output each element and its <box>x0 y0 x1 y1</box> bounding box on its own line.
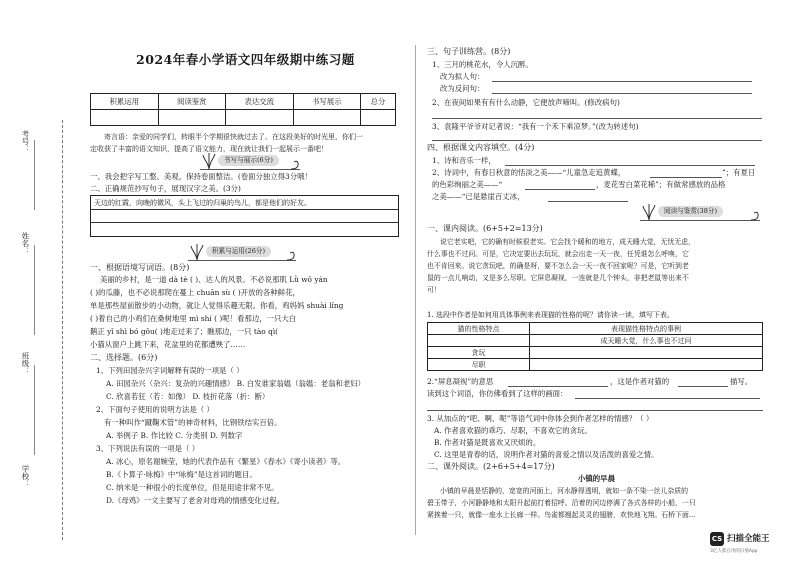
answer-line[interactable] <box>492 93 752 94</box>
sentence-3: 3、袁隆平爷爷对记者说：“我有一个禾下乘凉梦。”(改为转述句) <box>432 122 639 131</box>
scanner-slogan: 3亿人都在用的扫描App <box>710 549 758 554</box>
score-table <box>90 93 396 126</box>
task-2-c: 描写。 <box>730 377 753 386</box>
task-1: 1. 选段中作者是如何用具体事例来表现猫的性格的呢？请你读一读，填写下表。 <box>427 311 674 319</box>
answer-line[interactable] <box>678 386 728 387</box>
task-2-a: 2.“屏息凝视”的意思 <box>427 377 494 386</box>
accum-p4: ( )着自己的小鸡们在桑树地里 mì shí ( )呢！看那边，一只大白 <box>90 314 297 323</box>
cat-table-header: 表现猫性格特点的事例 <box>530 323 763 335</box>
accum-p6: 小猫从窗户上跳下来，花盆里的花都遭殃了…… <box>90 340 246 349</box>
score-header-5: 总分 <box>361 94 396 110</box>
column-divider <box>415 45 416 535</box>
banner-label: 积累与运用(26分) <box>206 246 271 257</box>
story-line: 小镇的早晨是恬静的，宽宽的河面上，河水静得透明，就如一条不染一丝儿杂质的 <box>440 487 689 495</box>
fill-2a: 2、诗词中，有春日秋意的恬淡之美——“儿童急走追黄蝶， <box>432 168 626 177</box>
task-2-d: 读到这个词语，你仿佛看到了这样的画面： <box>427 389 568 398</box>
writing-q2: 二、正确规范抄写句子，展现汉字之美。(3分) <box>90 184 241 193</box>
cat-table-header: 猫的性格特点 <box>428 323 530 335</box>
score-cell[interactable] <box>226 110 294 126</box>
answer-line[interactable] <box>427 410 763 411</box>
leaf-icon <box>642 203 656 220</box>
banner-label: 书写与展示(6分) <box>218 155 279 166</box>
sentence-1-a: 改为拟人句： <box>440 72 485 81</box>
accum-p2: ( )的瓜藤，也不必说那爬在蔓上 chuān sù ( )开放的各种鲜花， <box>90 288 300 297</box>
banner-writing <box>200 152 300 170</box>
answer-line[interactable] <box>492 81 752 82</box>
answer-line[interactable] <box>432 140 762 141</box>
choice-3-c: C. 纳米是一种很小的长度单位，但是用途非常不见。 <box>106 483 279 492</box>
accum-p1: 美丽的乡村，是一道 dà tè ( )、达人的风景。不必说那肌 Lǜ wǒ yán <box>100 275 328 284</box>
curl-icon <box>750 211 760 221</box>
answer-line[interactable] <box>432 118 762 119</box>
sentence-2: 2、在夜间如果有有什么动静，它便放声啼叫。(修改病句) <box>432 98 620 107</box>
choice-2-options: A. 举例子 B. 作比较 C. 分类别 D. 列数字 <box>106 431 243 440</box>
score-cell[interactable] <box>293 110 361 126</box>
choice-1-ab: A. 田园杂兴（杂兴：复杂的兴趣情感） B. 白发谁家翁媪（翁媪：老翁和老妇） <box>106 379 366 388</box>
xingming-label: 姓名： <box>21 232 30 255</box>
name-line <box>34 140 35 210</box>
score-cell[interactable] <box>158 110 226 126</box>
story-line: 紧挨着一只，就像一座水上长廊一样。鸟雀都翘起灵灵的翅膀，欢快地飞翔。石桥下面... <box>427 511 696 519</box>
section-4-title: 四、根据课文内容填空。(4分) <box>427 143 535 152</box>
page-title: 2024年春小学语文四年级期中练习题 <box>136 52 355 67</box>
sentence-1: 1、三月的桃花水，令人沉醉。 <box>432 60 533 69</box>
passage-line: 也不肯回来。说它贪玩吧，的确是呀，要不怎么会一天一夜不回家呢？可是，它听到老 <box>427 262 689 270</box>
accum-p5: 鹅正 yǐ shì bó gǒu( )地走过来了；瞧那边，一只 tào qì( <box>90 327 279 336</box>
binding-line <box>62 120 63 540</box>
task-3-c: C. 这里是青春的话，说明作者对猫的喜爱之情以及活泼的喜爱之情。 <box>434 450 659 459</box>
section-3-title: 三、句子训练营。(8分) <box>427 47 511 56</box>
copy-sentence: 天边的红霞，向晚的微风，头上飞过的归巢的鸟儿，都是他们的好友。 <box>94 199 311 207</box>
score-cell[interactable] <box>91 110 159 126</box>
banner-reading <box>640 203 760 221</box>
answer-line[interactable] <box>548 201 628 202</box>
fill-1: 1、诗和音乐一样， <box>432 156 496 165</box>
accum-q1: 一、根据语境写词语。(8分) <box>90 263 190 272</box>
answer-line[interactable] <box>508 386 608 387</box>
choice-2-sentence: 有一种叫作“蹴鞠术管”的神奇材料，比钢铁结实百倍。 <box>104 418 282 427</box>
task-2-b: ，这是作者对猫的 <box>610 377 670 386</box>
fill-2e: 之美——“已是悬崖百丈冰， <box>432 192 525 201</box>
score-header-1: 积累运用 <box>91 94 159 110</box>
leaf-icon <box>190 243 204 260</box>
cat-table-cell: 贪玩 <box>428 347 530 359</box>
cat-table-cell[interactable] <box>428 335 530 347</box>
choice-3-a: A. 冰心，原名谢婉莹，她的代表作品有《繁星》《春水》《寄小读者》等。 <box>106 457 346 466</box>
scanner-logo-icon: CS <box>710 532 724 546</box>
writing-q1: 一、我会把字写工整、美观，保持卷面整洁。(卷面分独立得3分哦！ <box>90 172 312 181</box>
xuexiao-label: 学校： <box>21 465 30 488</box>
choice-1-cd: C. 欣喜若狂（若：如像） D. 枝折花落（折：断） <box>106 392 270 401</box>
score-header-3: 表达交流 <box>226 94 294 110</box>
passage-line: 什么事也不过问。可是，它决定要出去玩玩，就会出走一天一夜，任凭谁怎么呼唤，它 <box>427 250 689 258</box>
fill-2c: 的色彩绚丽之美——“ <box>432 180 503 189</box>
answer-line[interactable] <box>650 177 722 178</box>
class-line <box>34 245 35 335</box>
task-3: 3. 从加点的“吧、啊、呢”等语气词中你体会到作者怎样的情感？（ ） <box>427 414 654 423</box>
story-line: 碧玉带子，小河静静地和太阳升起前打着招呼。沿着的河边停满了各式各样的小船，一只 <box>427 499 696 507</box>
curl-icon <box>286 251 296 261</box>
cat-table-cell: 成天睡大觉，什么事也不过问 <box>530 335 763 347</box>
score-header-4: 书写展示 <box>293 94 361 110</box>
cat-table-cell: 尽职 <box>428 359 530 371</box>
choice-1: 1、下列田园杂兴字词解释有误的一项是（ ） <box>96 366 244 375</box>
cat-table-cell[interactable] <box>530 359 763 371</box>
cat-table-cell[interactable] <box>530 347 763 359</box>
school-line <box>34 365 35 455</box>
kaohao-label: 考号： <box>21 130 30 153</box>
answer-line[interactable] <box>575 398 760 399</box>
fill-2d: ，麦花雪白菜花稀”；有做常感放的品格 <box>596 180 726 189</box>
banji-label: 班级： <box>21 352 30 375</box>
intro-line-2: 定收获了丰富的语文知识，提高了语文能力，现在就让我们一起展示一番吧！ <box>90 145 328 153</box>
choice-3: 3、下列说法有误的一项是（ ） <box>96 444 200 453</box>
choice-3-b: B.《卜算子·咏梅》中“咏梅”是这首词的题目。 <box>106 470 257 479</box>
curl-icon <box>290 160 300 170</box>
score-header-2: 阅读鉴赏 <box>158 94 226 110</box>
fill-2b: ”；有夏日 <box>722 168 756 177</box>
banner-label: 阅读与鉴赏(38分) <box>658 206 723 217</box>
answer-line[interactable] <box>505 165 755 166</box>
passage-line: 可！ <box>427 286 441 294</box>
cat-table <box>427 322 763 371</box>
choice-3-d: D.《母鸡》一文主要写了老舍对母鸡的情感变化过程。 <box>106 496 284 505</box>
choice-2: 2、下面句子使用的说明方法是（ ） <box>96 405 214 414</box>
accum-q2: 二、选择题。(6分) <box>90 353 158 362</box>
accum-p3: 单是那些屋前散步的小动物，就让人觉得乐趣无限。你看，鸡妈妈 shuài lǐng <box>90 301 344 310</box>
reading-1-title: 一、课内阅读。(6+5+2=13分) <box>427 224 543 233</box>
copy-box <box>90 195 399 237</box>
story-title: 小镇的早晨 <box>578 474 615 483</box>
intro-line-1: 寄言语：亲爱的同学们，转眼半个学期很快就过去了。在这段美好的时光里，你们一 <box>104 133 363 141</box>
banner-accum <box>188 243 296 261</box>
task-3-a: A. 作者喜欢猫的乖巧、尽职，不喜欢它的贪玩。 <box>434 426 592 435</box>
answer-line[interactable] <box>525 189 595 190</box>
passage-line: 鼠的一点儿响动，又是多么尽职。它屏息凝视，一连就是几个钟头，非把老鼠等出来不 <box>427 274 689 282</box>
copy-line <box>91 222 398 223</box>
task-3-b: B. 作者对猫是既喜欢又厌烦的。 <box>434 438 541 447</box>
passage-line: 说它老实吧，它的确有时候很老实。它会找个暖和的地方，成天睡大觉，无忧无虑， <box>440 238 695 246</box>
copy-line <box>91 209 398 210</box>
leaf-icon <box>202 152 216 169</box>
score-cell[interactable] <box>361 110 396 126</box>
sentence-1-b: 改为反问句： <box>440 84 485 93</box>
scanner-name: 扫描全能王 <box>727 534 770 544</box>
reading-2-title: 二、课外阅读。(2+6+5+4=17分) <box>427 462 555 471</box>
